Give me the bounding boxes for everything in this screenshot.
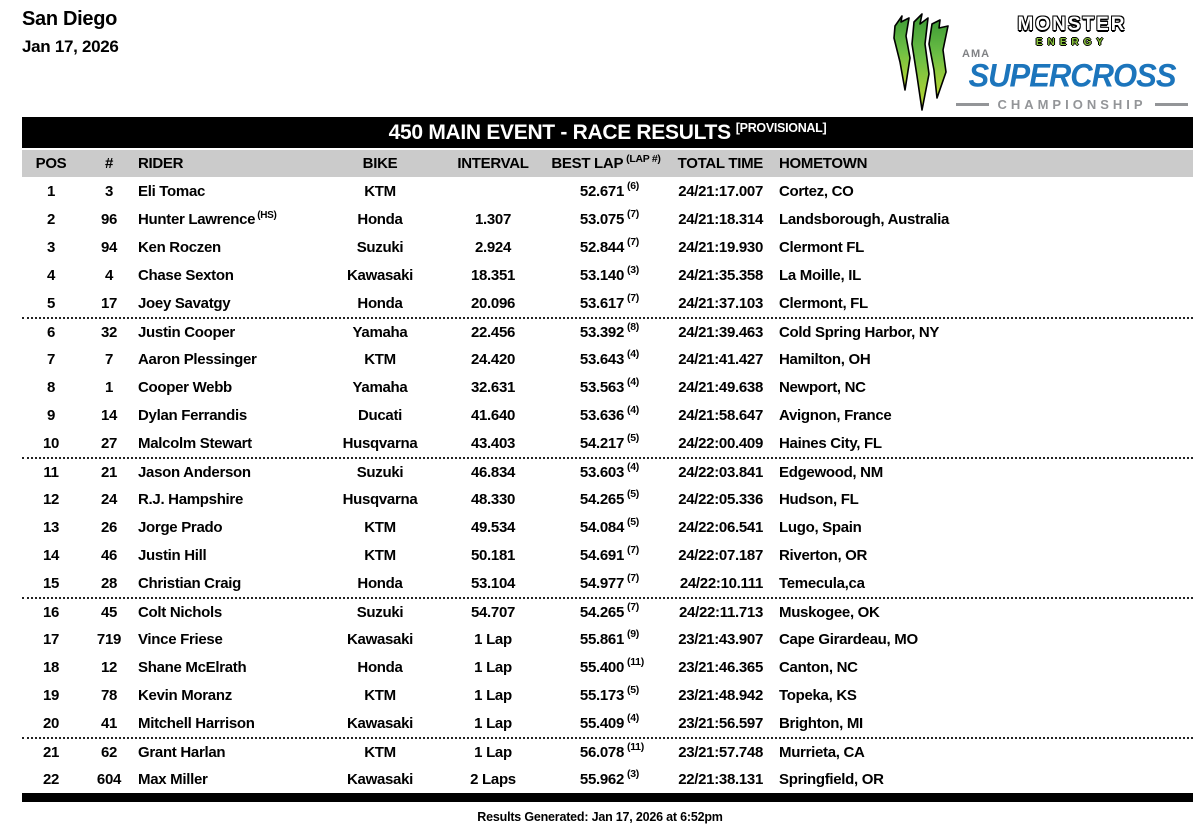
cell-interval: 1.307 [474,210,512,228]
cell-rider-name: Chase Sexton [138,266,234,284]
table-row [22,513,1193,541]
table-row [22,261,1193,289]
cell-interval: 2 Laps [470,770,516,788]
cell-bike: Suzuki [356,238,404,256]
best-lap-lap-number: (7) [627,292,639,304]
cell-position: 10 [42,434,60,452]
cell-position: 19 [42,686,60,704]
cell-bike: Husqvarna [342,434,418,452]
cell-rider-number: 32 [100,323,118,341]
cell-rider-name: Mitchell Harrison [138,714,255,732]
cell-total-time: 24/21:37.103 [678,294,763,312]
cell-total-time: 24/21:35.358 [678,266,763,284]
cell-hometown: Avignon, France [779,406,892,424]
best-lap-lap-number: (4) [627,376,639,388]
cell-rider-number: 604 [96,770,122,788]
cell-total-time: 24/22:03.841 [678,463,763,481]
best-lap-lap-number: (4) [627,712,639,724]
best-lap-time: 52.844 [579,238,624,256]
best-lap-time: 53.617 [579,294,624,312]
col-best-lap [546,152,666,172]
cell-rider-number: 41 [100,714,118,732]
cell-rider-number: 3 [104,182,114,200]
cell-best-lap [546,432,666,452]
cell-position: 20 [42,714,60,732]
best-lap-lap-number: (11) [627,741,644,753]
cell-rider-name: Dylan Ferrandis [138,406,247,424]
cell-position: 12 [42,490,60,508]
championship-row [956,97,1188,112]
best-lap-time: 55.861 [579,630,624,648]
col-rider: RIDER [138,155,184,172]
cell-position: 18 [42,658,60,676]
cell-bike: Kawasaki [347,770,413,788]
table-row [22,429,1193,457]
cell-total-time: 24/21:18.314 [678,210,763,228]
cell-interval: 22.456 [470,323,516,341]
cell-bike: Suzuki [356,463,404,481]
cell-best-lap [546,544,666,564]
cell-rider-number: 62 [100,743,118,761]
table-row [22,373,1193,401]
best-lap-time: 55.409 [579,714,624,732]
cell-total-time: 22/21:38.131 [678,770,763,788]
ama-label: AMA [962,48,991,60]
cell-rider-name: Jorge Prado [138,518,223,536]
col-bike: BIKE [362,155,398,172]
cell-bike: KTM [364,350,396,368]
cell-best-lap [546,180,666,200]
table-row [22,541,1193,569]
cell-position: 21 [42,743,60,761]
cell-rider-number: 27 [100,434,118,452]
cell-best-lap [546,292,666,312]
provisional-tag: [PROVISIONAL] [735,120,827,135]
cell-rider-name: Colt Nichols [138,603,222,621]
col-pos: POS [35,155,67,172]
cell-position: 7 [46,350,56,368]
cell-best-lap [546,656,666,676]
cell-bike: KTM [364,518,396,536]
cell-position: 17 [42,630,60,648]
cell-interval: 1 Lap [474,686,512,704]
cell-bike: KTM [364,546,396,564]
table-row [22,345,1193,373]
results-table-body [22,177,1193,793]
cell-position: 11 [43,463,59,481]
best-lap-lap-number: (5) [627,684,639,696]
championship-label: CHAMPIONSHIP [997,97,1147,112]
cell-total-time: 24/22:00.409 [678,434,763,452]
cell-hometown: Clermont, FL [779,294,868,312]
cell-interval: 49.534 [470,518,516,536]
best-lap-lap-number: (4) [627,404,639,416]
best-lap-lap-number: (7) [627,208,639,220]
cell-position: 6 [46,323,56,341]
best-lap-time: 56.078 [579,743,624,761]
cell-rider-name: Cooper Webb [138,378,232,396]
championship-dash-left [956,103,989,106]
cell-rider-number: 94 [100,238,118,256]
best-lap-lap-number: (3) [627,768,639,780]
cell-rider-name: Hunter Lawrence $^{(HS)}$ [138,210,277,228]
cell-hometown: Hamilton, OH [779,350,871,368]
results-generated-footer: Results Generated: Jan 17, 2026 at 6:52pm [477,810,723,824]
cell-hometown: Lugo, Spain [779,518,862,536]
table-row [22,205,1193,233]
best-lap-time: 53.392 [579,323,624,341]
cell-total-time: 23/21:43.907 [678,630,763,648]
cell-interval: 1 Lap [474,658,512,676]
best-lap-time: 52.671 [579,182,624,200]
cell-rider-name: Vince Friese [138,630,223,648]
cell-rider-name: Jason Anderson [138,463,251,481]
best-lap-lap-number: (7) [627,236,639,248]
table-row [22,765,1193,793]
cell-position: 1 [46,182,56,200]
best-lap-lap-number: (5) [627,488,639,500]
cell-hometown: Cortez, CO [779,182,854,200]
cell-hometown: Springfield, OR [779,770,884,788]
best-lap-time: 55.400 [579,658,624,676]
cell-position: 8 [46,378,56,396]
table-row [22,569,1193,597]
col-total-time: TOTAL TIME [677,155,763,172]
cell-rider-number: 17 [100,294,118,312]
cell-bike: Kawasaki [347,714,413,732]
energy-wordmark: ENERGY [1035,37,1109,48]
best-lap-time: 54.977 [579,574,624,592]
col-best-lap-label: BEST LAP [551,155,624,172]
cell-hometown: Temecula,ca [779,574,865,592]
cell-hometown: Newport, NC [779,378,866,396]
cell-total-time: 23/21:48.942 [678,686,763,704]
table-row [22,653,1193,681]
cell-rider-number: 26 [100,518,118,536]
cell-rider-name: Max Miller [138,770,208,788]
cell-total-time: 24/21:41.427 [678,350,763,368]
cell-interval: 1 Lap [474,743,512,761]
cell-bike: Ducati [357,406,403,424]
col-hometown: HOMETOWN [779,155,868,172]
cell-total-time: 24/21:39.463 [678,323,763,341]
cell-hometown: Cold Spring Harbor, NY [779,323,940,341]
cell-best-lap [546,236,666,256]
table-row [22,485,1193,513]
cell-rider-number: 719 [96,630,122,648]
best-lap-lap-number: (5) [627,516,639,528]
col-lap-number-label: (LAP #) [626,152,661,165]
cell-hometown: Muskogee, OK [779,603,880,621]
cell-best-lap [546,768,666,788]
cell-rider-name: Shane McElrath [138,658,247,676]
best-lap-time: 53.643 [579,350,624,368]
table-row [22,737,1193,765]
cell-hometown: Canton, NC [779,658,858,676]
cell-total-time: 24/22:05.336 [678,490,763,508]
series-block [956,50,1188,94]
logo-text [956,8,1188,112]
cell-best-lap [546,461,666,481]
cell-interval: 48.330 [470,490,516,508]
cell-best-lap [546,488,666,508]
table-row [22,401,1193,429]
cell-best-lap [546,264,666,284]
cell-interval: 46.834 [470,463,516,481]
cell-best-lap [546,572,666,592]
cell-best-lap [546,741,666,761]
cell-position: 14 [42,546,60,564]
cell-rider-number: 24 [100,490,118,508]
cell-total-time: 24/22:10.111 [679,574,763,592]
best-lap-lap-number: (3) [627,264,639,276]
cell-hometown: Riverton, OR [779,546,868,564]
cell-best-lap [546,628,666,648]
best-lap-time: 54.691 [579,546,624,564]
cell-best-lap [546,376,666,396]
cell-position: 16 [42,603,60,621]
cell-rider-name: Malcolm Stewart [138,434,252,452]
table-row [22,709,1193,737]
cell-interval: 20.096 [470,294,516,312]
cell-rider-name: Ken Roczen [138,238,221,256]
monster-claw-icon [892,12,956,112]
cell-interval: 1 Lap [474,714,512,732]
best-lap-time: 55.173 [579,686,624,704]
cell-position: 22 [42,770,60,788]
cell-best-lap [546,321,666,341]
cell-rider-name: Joey Savatgy [138,294,231,312]
cell-best-lap [546,404,666,424]
cell-rider-number: 96 [100,210,118,228]
event-header [22,8,119,57]
cell-interval: 32.631 [470,378,516,396]
championship-dash-right [1155,103,1188,106]
best-lap-time: 53.140 [579,266,624,284]
cell-rider-number: 4 [104,266,114,284]
table-row [22,457,1193,485]
cell-position: 2 [46,210,56,228]
supercross-wordmark: SUPERCROSS [968,57,1176,94]
best-lap-time: 54.217 [579,434,624,452]
cell-rider-name: Eli Tomac [138,182,206,200]
cell-hometown: Edgewood, NM [779,463,883,481]
cell-bike: Yamaha [352,323,408,341]
cell-rider-number: 7 [104,350,114,368]
cell-interval: 43.403 [470,434,516,452]
cell-hometown: Hudson, FL [779,490,859,508]
col-number: # [104,155,114,172]
table-row [22,233,1193,261]
cell-interval: 53.104 [470,574,516,592]
best-lap-time: 54.084 [579,518,624,536]
best-lap-time: 54.265 [579,603,624,621]
cell-rider-name: Aaron Plessinger [138,350,257,368]
event-date: Jan 17, 2026 [22,37,119,56]
best-lap-lap-number: (4) [627,348,639,360]
cell-interval: 24.420 [470,350,516,368]
cell-rider-number: 46 [100,546,118,564]
cell-position: 3 [46,238,56,256]
cell-bike: Kawasaki [347,630,413,648]
best-lap-lap-number: (4) [627,461,639,473]
best-lap-lap-number: (8) [627,321,639,333]
cell-best-lap [546,684,666,704]
cell-bike: Suzuki [356,603,404,621]
cell-interval: 50.181 [470,546,516,564]
best-lap-lap-number: (7) [627,572,639,584]
cell-best-lap [546,601,666,621]
best-lap-time: 53.603 [579,463,624,481]
cell-hometown: Haines City, FL [779,434,882,452]
cell-total-time: 24/21:58.647 [678,406,763,424]
table-title-bar [22,117,1193,148]
cell-rider-number: 21 [100,463,118,481]
cell-rider-number: 1 [104,378,114,396]
cell-position: 13 [42,518,60,536]
best-lap-lap-number: (5) [627,432,639,444]
cell-total-time: 24/22:11.713 [679,603,763,621]
cell-position: 15 [42,574,60,592]
cell-rider-number: 45 [100,603,118,621]
best-lap-lap-number: (11) [627,656,644,668]
col-interval: INTERVAL [457,155,529,172]
cell-position: 9 [46,406,56,424]
cell-hometown: Landsborough, Australia [779,210,950,228]
best-lap-time: 53.636 [579,406,624,424]
table-row [22,681,1193,709]
cell-hometown: Murrieta, CA [779,743,865,761]
cell-bike: Honda [357,574,403,592]
cell-rider-name: Justin Hill [138,546,207,564]
rider-note: (HS) [257,210,277,221]
results-table [22,117,1193,802]
table-row [22,177,1193,205]
monster-wordmark: MONSTER [1017,14,1127,35]
cell-bike: Husqvarna [342,490,418,508]
cell-total-time: 23/21:56.597 [678,714,763,732]
table-bottom-bar [22,793,1193,802]
cell-total-time: 24/21:19.930 [678,238,763,256]
cell-total-time: 24/21:49.638 [678,378,763,396]
cell-hometown: Clermont FL [779,238,865,256]
cell-total-time: 24/22:06.541 [678,518,763,536]
cell-bike: KTM [364,686,396,704]
cell-best-lap [546,208,666,228]
cell-interval: 54.707 [470,603,516,621]
table-row [22,289,1193,317]
cell-interval: 2.924 [474,238,512,256]
cell-rider-name: Kevin Moranz [138,686,232,704]
cell-bike: Yamaha [352,378,408,396]
best-lap-time: 54.265 [579,490,624,508]
cell-rider-name: Justin Cooper [138,323,235,341]
cell-total-time: 24/22:07.187 [678,546,763,564]
table-title: 450 MAIN EVENT - RACE RESULTS [388,120,731,144]
best-lap-lap-number: (9) [627,628,639,640]
cell-bike: KTM [364,743,396,761]
table-column-header [22,150,1193,177]
cell-rider-name: Christian Craig [138,574,242,592]
event-location: San Diego [22,8,118,30]
cell-bike: KTM [364,182,396,200]
cell-hometown: Brighton, MI [779,714,863,732]
cell-best-lap [546,712,666,732]
best-lap-time: 53.563 [579,378,624,396]
cell-total-time: 23/21:46.365 [678,658,763,676]
cell-interval: 1 Lap [474,630,512,648]
cell-total-time: 24/21:17.007 [678,182,763,200]
table-row [22,625,1193,653]
cell-interval: 18.351 [470,266,516,284]
cell-hometown: Topeka, KS [779,686,857,704]
cell-rider-number: 28 [100,574,118,592]
supercross-logo [892,8,1188,112]
best-lap-time: 55.962 [579,770,624,788]
cell-total-time: 23/21:57.748 [678,743,763,761]
cell-position: 4 [46,266,56,284]
cell-best-lap [546,516,666,536]
cell-rider-name: Grant Harlan [138,743,226,761]
cell-bike: Honda [357,658,403,676]
cell-rider-number: 78 [100,686,118,704]
cell-rider-number: 14 [100,406,118,424]
cell-rider-number: 12 [100,658,118,676]
best-lap-lap-number: (7) [627,601,639,613]
best-lap-time: 53.075 [579,210,624,228]
table-row [22,597,1193,625]
cell-interval: 41.640 [470,406,516,424]
cell-rider-name: R.J. Hampshire [138,490,244,508]
cell-bike: Honda [357,210,403,228]
cell-bike: Honda [357,294,403,312]
best-lap-lap-number: (6) [627,180,639,192]
cell-hometown: La Moille, IL [779,266,861,284]
cell-best-lap [546,348,666,368]
best-lap-lap-number: (7) [627,544,639,556]
cell-bike: Kawasaki [347,266,413,284]
table-row [22,317,1193,345]
cell-position: 5 [46,294,56,312]
cell-hometown: Cape Girardeau, MO [779,630,918,648]
